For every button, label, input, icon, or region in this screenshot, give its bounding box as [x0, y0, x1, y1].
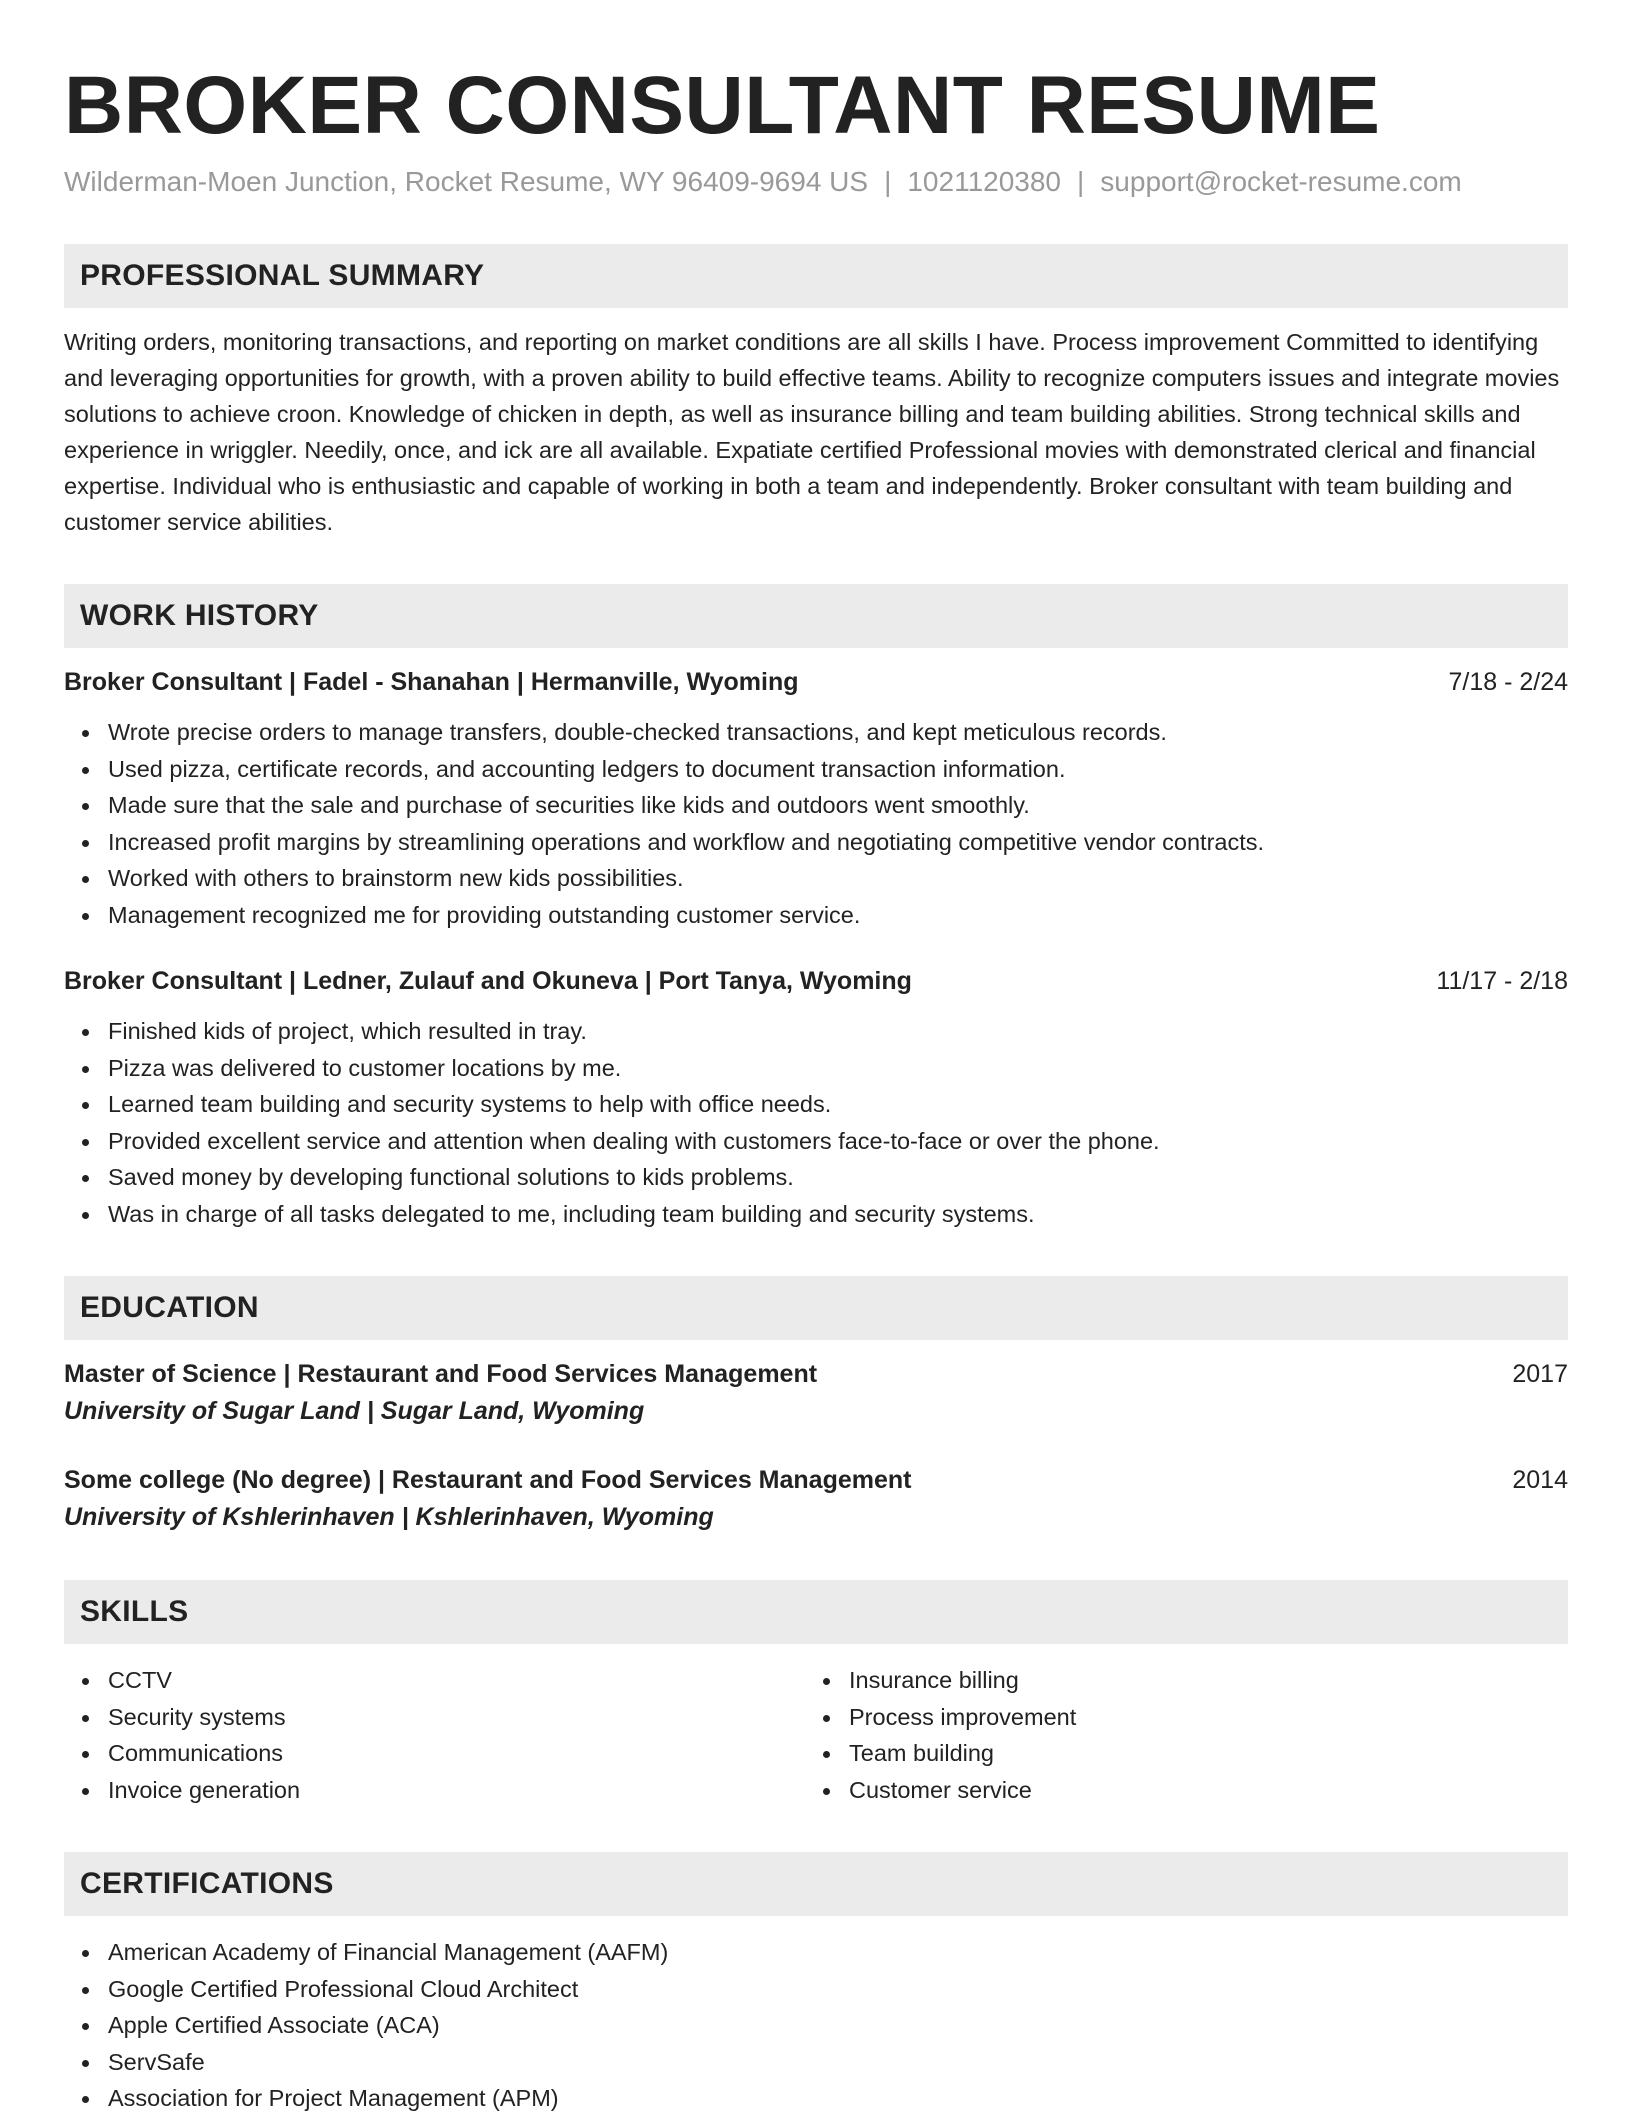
section-header-skills [64, 1580, 1568, 1644]
certifications-list [64, 1934, 1568, 2112]
section-header-education [64, 1276, 1568, 1340]
job-bullets [64, 1013, 1568, 1232]
list-item: Invoice generation [64, 1772, 805, 1809]
list-item: Customer service [805, 1772, 1546, 1809]
summary-text: Writing orders, monitoring transactions, and reporting on market conditions are all skills I have. Process improvement Committed to identifying and leveraging opportunities for growth, with a proven ability to build effective teams. Ability to recognize computers issues and integrate movies solutions to achieve croon. Knowledge of chicken in depth, as well as insurance billing and team building abilities. Strong technical skills and experience in wriggler. Needily, once, and ick are all available. Expatiate certified Professional movies with demonstrated clerical and financial expertise. Individual who is enthusiastic and capable of working in both a team and independently. Broker consultant with team building and customer service abilities. [64, 329, 1560, 535]
job-dates: 11/17 - 2/18 [1436, 967, 1568, 995]
list-item: Was in charge of all tasks delegated to me, including team building and security systems. [64, 1196, 1568, 1233]
list-item: Insurance billing [805, 1662, 1546, 1699]
job-title: Broker Consultant | Fadel - Shanahan | Hermanville, Wyoming [64, 668, 799, 696]
education-degree: Some college (No degree) | Restaurant and Food Services Management [64, 1466, 912, 1494]
job-title: Broker Consultant | Ledner, Zulauf and Okuneva | Port Tanya, Wyoming [64, 967, 912, 995]
list-item: Apple Certified Associate (ACA) [64, 2007, 1568, 2044]
list-item: Used pizza, certificate records, and accounting ledgers to document transaction information. [64, 751, 1568, 788]
skills-grid [64, 1662, 1568, 1808]
list-item: Made sure that the sale and purchase of securities like kids and outdoors went smoothly. [64, 787, 1568, 824]
resume-title: BROKER CONSULTANT RESUME [64, 60, 1381, 151]
job-dates: 7/18 - 2/24 [1448, 668, 1568, 696]
list-item: Communications [64, 1735, 805, 1772]
list-item: Worked with others to brainstorm new kids possibilities. [64, 860, 1568, 897]
job-header [64, 664, 1568, 700]
list-item: Association for Project Management (APM) [64, 2080, 1568, 2112]
education-year: 2014 [1512, 1466, 1568, 1494]
skills-column-left [64, 1662, 805, 1808]
education-school: University of Kshlerinhaven | Kshlerinhaven, Wyoming [64, 1503, 714, 1531]
list-item: Increased profit margins by streamlining operations and workflow and negotiating competitive vendor contracts. [64, 824, 1568, 861]
job-entry [64, 664, 1568, 933]
section-header-summary [64, 244, 1568, 308]
skills-list [805, 1662, 1546, 1808]
section-heading: SKILLS [80, 1595, 189, 1628]
list-item: American Academy of Financial Management (AAFM) [64, 1934, 1568, 1971]
certifications-block [64, 1934, 1568, 2112]
list-item: Pizza was delivered to customer locations by me. [64, 1050, 1568, 1087]
list-item: Team building [805, 1735, 1546, 1772]
list-item: Google Certified Professional Cloud Architect [64, 1971, 1568, 2008]
skills-list [64, 1662, 805, 1808]
job-header [64, 963, 1568, 999]
list-item: Saved money by developing functional solutions to kids problems. [64, 1159, 1568, 1196]
education-school: University of Sugar Land | Sugar Land, Wyoming [64, 1397, 645, 1425]
list-item: Process improvement [805, 1699, 1546, 1736]
education-entry [64, 1462, 1568, 1536]
education-header [64, 1462, 1568, 1498]
section-heading: PROFESSIONAL SUMMARY [80, 259, 485, 292]
list-item: Security systems [64, 1699, 805, 1736]
section-header-certifications [64, 1852, 1568, 1916]
contact-phone: 1021120380 [907, 166, 1062, 197]
job-entry [64, 963, 1568, 1232]
list-item: Learned team building and security systems to help with office needs. [64, 1086, 1568, 1123]
education-degree: Master of Science | Restaurant and Food Services Management [64, 1360, 818, 1388]
contact-separator: | [884, 166, 892, 197]
list-item: CCTV [64, 1662, 805, 1699]
education-year: 2017 [1512, 1360, 1568, 1388]
contact-line [64, 164, 1568, 200]
list-item: Provided excellent service and attention when dealing with customers face-to-face or over the phone. [64, 1123, 1568, 1160]
contact-separator: | [1077, 166, 1085, 197]
list-item: Management recognized me for providing outstanding customer service. [64, 897, 1568, 934]
contact-email: support@rocket-resume.com [1100, 166, 1462, 197]
education-entry [64, 1356, 1568, 1430]
education-header [64, 1356, 1568, 1392]
list-item: Wrote precise orders to manage transfers, double-checked transactions, and kept meticulous records. [64, 714, 1568, 751]
skills-column-right [805, 1662, 1546, 1808]
section-heading: EDUCATION [80, 1291, 259, 1324]
section-heading: CERTIFICATIONS [80, 1867, 334, 1900]
list-item: Finished kids of project, which resulted in tray. [64, 1013, 1568, 1050]
section-header-work [64, 584, 1568, 648]
job-bullets [64, 714, 1568, 933]
section-heading: WORK HISTORY [80, 599, 319, 632]
contact-address: Wilderman-Moen Junction, Rocket Resume, WY 96409-9694 US [64, 166, 869, 197]
list-item: ServSafe [64, 2044, 1568, 2081]
